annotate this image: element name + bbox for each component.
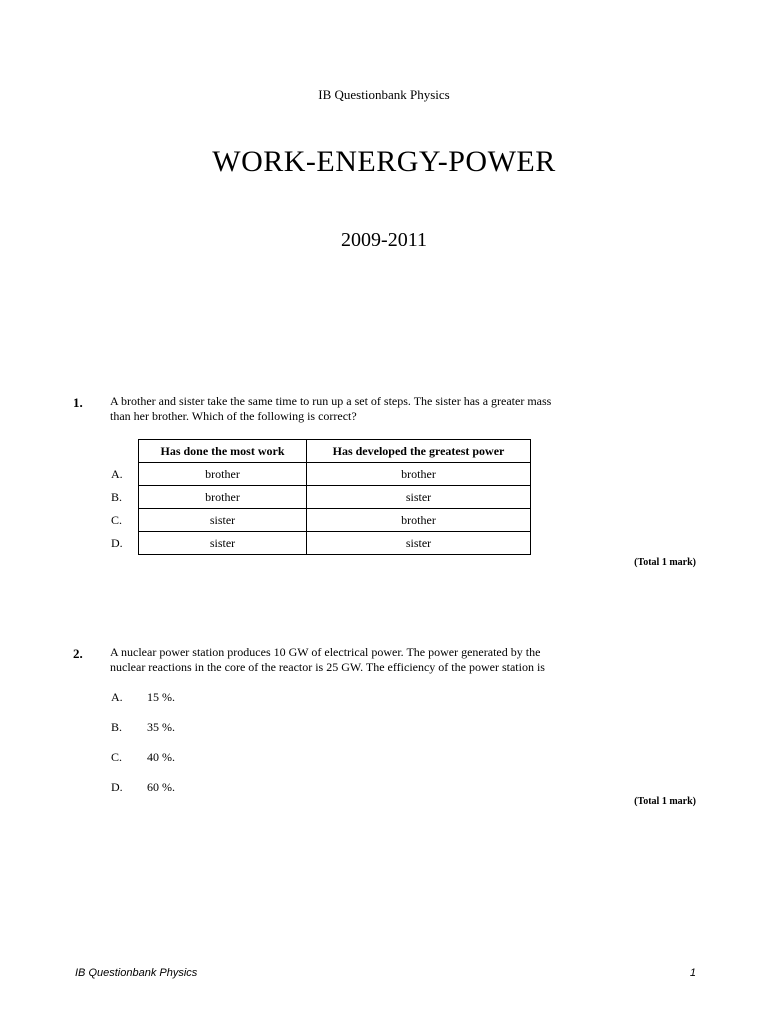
question-1-text-line-2: than her brother. Which of the following is correct? (110, 409, 357, 423)
footer-source: IB Questionbank Physics (75, 967, 198, 979)
column-header-most-work: Has done the most work (139, 440, 307, 463)
table-cell: brother (307, 463, 531, 486)
question-1-total: (Total 1 mark) (634, 557, 696, 568)
question-2-text-line-2: nuclear reactions in the core of the reactor is 25 GW. The efficiency of the power station is (110, 660, 545, 674)
question-2-total: (Total 1 mark) (634, 796, 696, 807)
document-years: 2009-2011 (341, 229, 427, 251)
option-letter-d: D. (111, 780, 123, 794)
option-letter-a: A. (111, 467, 123, 481)
question-1-text-line-1: A brother and sister take the same time to run up a set of steps. The sister has a greater mass (110, 394, 552, 408)
table-header-row (139, 440, 531, 463)
question-2-text (110, 645, 670, 675)
table-row (139, 486, 531, 509)
table-cell: brother (139, 463, 307, 486)
table-row (139, 463, 531, 486)
option-letter-b: B. (111, 720, 123, 734)
option-c-text: 40 %. (147, 750, 175, 764)
column-header-greatest-power: Has developed the greatest power (307, 440, 531, 463)
table-cell: sister (139, 532, 307, 555)
option-letter-b: B. (111, 490, 123, 504)
header-source: IB Questionbank Physics (318, 87, 450, 102)
option-letter-d: D. (111, 536, 123, 550)
option-letter-c: C. (111, 513, 123, 527)
table-cell: sister (307, 486, 531, 509)
question-1-number: 1. (73, 395, 83, 410)
option-a-text: 15 %. (147, 690, 175, 704)
page-title: WORK-ENERGY-POWER (212, 145, 556, 178)
table-cell: sister (139, 509, 307, 532)
answer-table (138, 439, 531, 555)
question-1-text (110, 394, 670, 424)
table-cell: brother (307, 509, 531, 532)
question-2-text-line-1: A nuclear power station produces 10 GW of electrical power. The power generated by the (110, 645, 541, 659)
page-number: 1 (689, 967, 696, 979)
option-letter-a: A. (111, 690, 123, 704)
table-cell: brother (139, 486, 307, 509)
option-b-text: 35 %. (147, 720, 175, 734)
option-letter-c: C. (111, 750, 123, 764)
table-row (139, 532, 531, 555)
table-row (139, 509, 531, 532)
option-d-text: 60 %. (147, 780, 175, 794)
question-2-number: 2. (73, 646, 83, 661)
table-cell: sister (307, 532, 531, 555)
